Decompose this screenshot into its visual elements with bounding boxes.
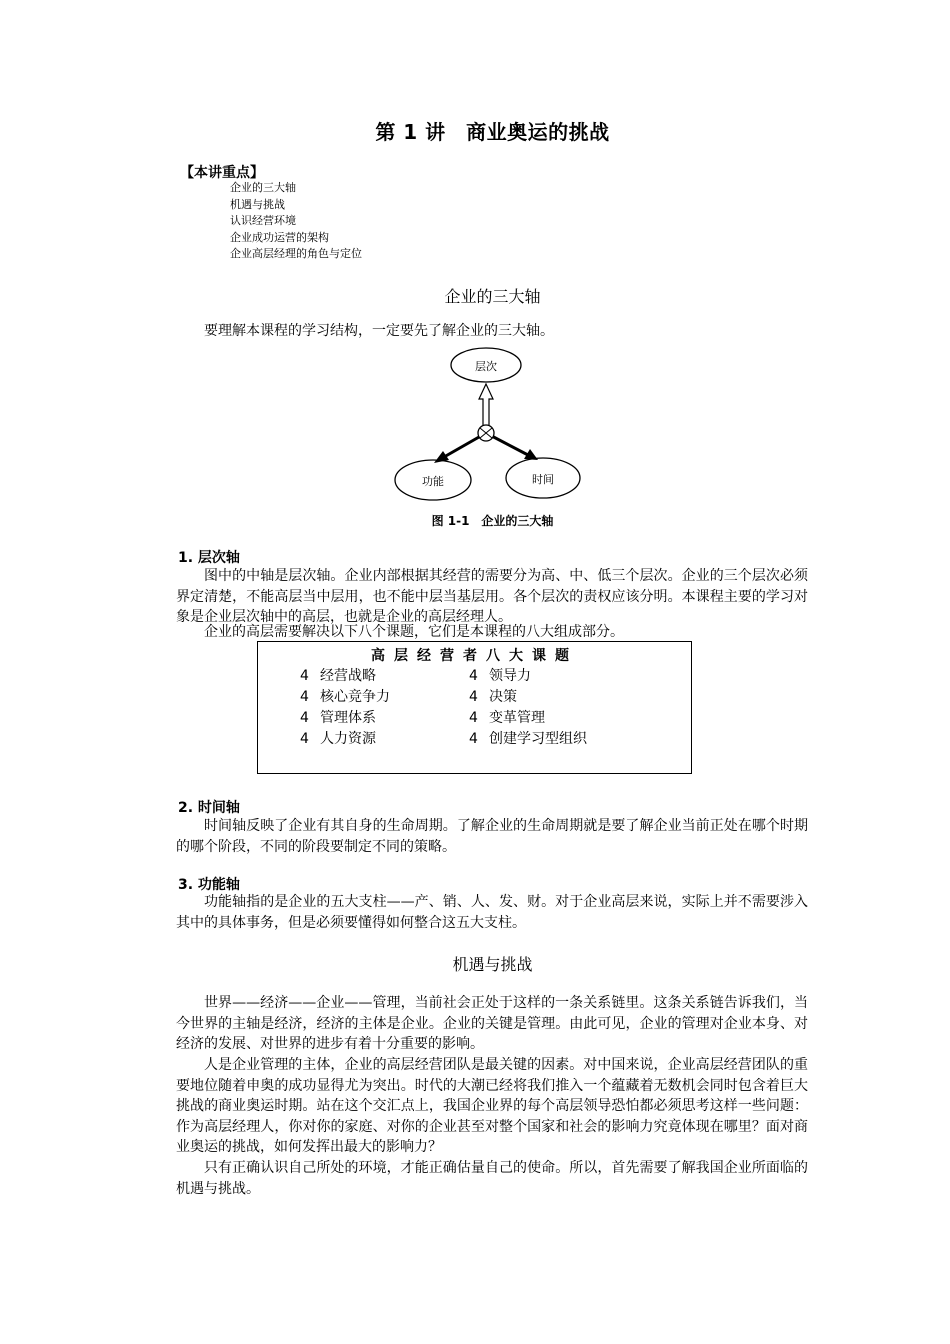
eight-topics-intro: 企业的高层需要解决以下八个课题，它们是本课程的八大组成部分。 [204,624,624,640]
function-axis-heading: 3. 功能轴 [178,877,240,893]
topic-item: 4 管理体系 [300,710,376,726]
section1-intro: 要理解本课程的学习结构，一定要先了解企业的三大轴。 [204,323,554,339]
time-node-label: 时间 [532,473,554,486]
topic-item: 4 创建学习型组织 [469,731,587,747]
section-heading-opportunities: 机遇与挑战 [452,955,533,974]
opportunities-paragraph-3: 只有正确认识自己所处的环境，才能正确估量自己的使命。所以，首先需要了解我国企业所面临的机遇与挑战。 [176,1160,808,1197]
key-point-item: 机遇与挑战 [230,197,285,211]
level-axis-heading: 1. 层次轴 [178,550,240,566]
key-points-list [230,180,362,263]
function-axis-paragraph: 功能轴指的是企业的五大支柱——产、销、人、发、财。对于企业高层来说，实际上并不需要涉入其中的具体事务，但是必须要懂得如何整合这五大支柱。 [176,894,808,931]
topic-item: 4 人力资源 [300,731,376,747]
page-title: 第 1 讲 商业奥运的挑战 [375,120,610,144]
topic-item: 4 决策 [469,689,517,705]
key-points-heading: 【本讲重点】 [180,165,264,181]
key-point-item: 企业的三大轴 [230,181,296,194]
topic-item: 4 变革管理 [469,710,545,726]
topic-item: 4 领导力 [469,668,531,684]
topic-item: 4 核心竞争力 [300,689,390,705]
level-axis-paragraph: 图中的中轴是层次轴。企业内部根据其经营的需要分为高、中、低三个层次。企业的三个层次必须界定清楚，不能高层当中层用，也不能中层当基层用。各个层次的责权应该分明。本课程主要的学习对象是企业层次轴中的高层，也就是企业的高层经理人。 [176,568,808,625]
three-axes-diagram [390,345,590,505]
key-point-item: 认识经营环境 [230,214,296,227]
level-node-label: 层次 [475,360,497,373]
topic-item: 4 经营战略 [300,668,376,684]
key-point-item: 企业高层经理的角色与定位 [230,247,362,260]
section-heading-three-axes: 企业的三大轴 [444,287,541,306]
function-node-label: 功能 [422,475,444,488]
opportunities-paragraph-2: 人是企业管理的主体，企业的高层经营团队是最关键的因素。对中国来说，企业高层经营团队的重要地位随着申奥的成功显得尤为突出。时代的大潮已经将我们推入一个蕴藏着无数机会同时包含着巨大挑战的商业奥运时期。站在这个交汇点上，我国企业界的每个高层领导恐怕都必须思考这样一些问题：作为高层经理人，你对你的家庭、对你的企业甚至对整个国家和社会的影响力究竟体现在哪里？面对商业奥运的挑战，如何发挥出最大的影响力？ [176,1057,808,1155]
time-axis-heading: 2. 时间轴 [178,800,240,816]
key-point-item: 企业成功运营的架构 [230,230,329,244]
time-axis-paragraph: 时间轴反映了企业有其自身的生命周期。了解企业的生命周期就是要了解企业当前正处在哪个时期的哪个阶段，不同的阶段要制定不同的策略。 [176,818,808,855]
figure-caption: 图 1-1 企业的三大轴 [431,514,554,528]
level-axis-arrow [479,384,493,427]
eight-topics-title: 高层经营者八大课题 [371,648,578,664]
opportunities-paragraph-1: 世界——经济——企业——管理，当前社会正处于这样的一条关系链里。这条关系链告诉我们，当今世界的主轴是经济，经济的主体是企业。企业的关键是管理。由此可见，企业的管理对企业本身、对经济的发展、对世界的进步有着十分重要的影响。 [176,995,808,1052]
eight-topics-box [257,641,692,774]
